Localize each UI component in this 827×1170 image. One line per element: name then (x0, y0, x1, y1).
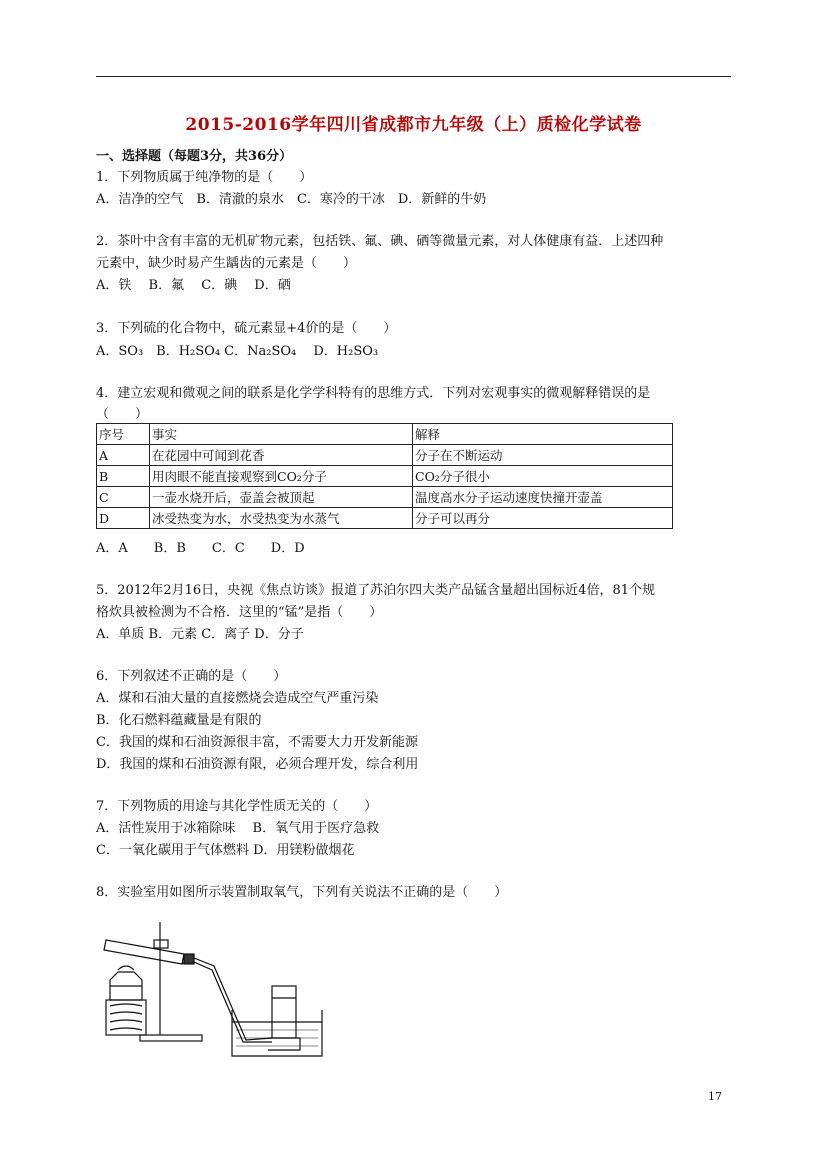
lamp-flame (118, 966, 134, 970)
table-cell: 用肉眼不能直接观察到CO₂分子 (150, 466, 413, 487)
question-1-stem: 1．下列物质属于纯净物的是（ ） (96, 170, 313, 185)
question-4-table (96, 423, 673, 529)
table-cell: A (97, 445, 150, 466)
table-cell: 温度高水分子运动速度快撞开壶盖 (413, 487, 673, 508)
table-cell: C (97, 487, 150, 508)
stand-base (140, 1035, 202, 1041)
question-6-option-b: B．化石燃料蕴藏量是有限的 (96, 713, 262, 728)
stopper (184, 954, 194, 964)
table-row (97, 445, 673, 466)
table-cell: 一壶水烧开后，壶盖会被顶起 (150, 487, 413, 508)
bottle-shelf (268, 1038, 300, 1050)
page-title: 2015-2016学年四川省成都市九年级（上）质检化学试卷 (185, 115, 642, 135)
question-3-stem: 3．下列硫的化合物中，硫元素显+4价的是（ ） (96, 321, 397, 336)
page-number: 17 (708, 1090, 722, 1103)
table-row (97, 466, 673, 487)
question-2-stem-line1: 2．茶叶中含有丰富的无机矿物元素，包括铁、氟、碘、硒等微量元素，对人体健康有益．上述四种 (96, 234, 664, 249)
question-2-stem-line2: 元素中，缺少时易产生龋齿的元素是（ ） (96, 256, 357, 271)
clamp (154, 940, 168, 948)
header-rule (96, 76, 731, 77)
question-6-option-a: A．煤和石油大量的直接燃烧会造成空气严重污染 (96, 691, 379, 706)
table-header-cell: 序号 (97, 424, 150, 445)
table-cell: 在花园中可闻到花香 (150, 445, 413, 466)
question-8-stem: 8．实验室用如图所示装置制取氧气，下列有关说法不正确的是（ ） (96, 885, 508, 900)
table-cell: D (97, 508, 150, 529)
table-header-cell: 解释 (413, 424, 673, 445)
oxygen-apparatus-figure (96, 910, 336, 1060)
question-5-stem-line2: 格炊具被检测为不合格．这里的“锰”是指（ ） (96, 605, 383, 620)
question-6-option-c: C．我国的煤和石油资源很丰富，不需要大力开发新能源 (96, 735, 418, 750)
question-6-stem: 6．下列叙述不正确的是（ ） (96, 669, 287, 684)
table-row (97, 508, 673, 529)
table-cell: CO₂分子很小 (413, 466, 673, 487)
question-6-option-d: D．我国的煤和石油资源有限，必须合理开发，综合利用 (96, 757, 419, 772)
question-5-options: A．单质 B．元素 C．离子 D．分子 (96, 627, 304, 642)
question-5-stem-line1: 5．2012年2月16日，央视《焦点访谈》报道了苏泊尔四大类产品锰含量超出国标近4倍，81个规 (96, 583, 655, 598)
wood-grain (110, 1004, 142, 1030)
question-4-stem-line2: （ ） (96, 407, 149, 422)
question-4-options: A．A B．B C．C D．D (96, 541, 305, 556)
table-cell: 分子在不断运动 (413, 445, 673, 466)
question-7-stem: 7．下列物质的用途与其化学性质无关的（ ） (96, 799, 378, 814)
question-1-options: A．洁净的空气 B．清澈的泉水 C．寒冷的干冰 D．新鲜的牛奶 (96, 192, 487, 207)
question-3-options: A．SO₃ B．H₂SO₄ C．Na₂SO₄ D．H₂SO₃ (96, 344, 379, 359)
table-header-cell: 事实 (150, 424, 413, 445)
question-7-options-cd: C．一氧化碳用于气体燃料 D．用镁粉做烟花 (96, 843, 355, 858)
question-7-options-ab: A．活性炭用于冰箱除味 B．氧气用于医疗急救 (96, 821, 380, 836)
table-header-row (97, 424, 673, 445)
table-cell: 冰受热变为水，水受热变为水蒸气 (150, 508, 413, 529)
question-2-options: A．铁 B．氟 C．碘 D．硒 (96, 278, 291, 293)
table-cell: B (97, 466, 150, 487)
test-tube (104, 940, 184, 964)
table-cell: 分子可以再分 (413, 508, 673, 529)
section-heading: 一、选择题（每题3分，共36分） (96, 149, 293, 164)
table-row (97, 487, 673, 508)
water-trough (232, 1010, 322, 1056)
question-4-stem-line1: 4．建立宏观和微观之间的联系是化学学科特有的思维方式．下列对宏观事实的微观解释错误的是 (96, 386, 651, 401)
delivery-tube (194, 958, 272, 1040)
